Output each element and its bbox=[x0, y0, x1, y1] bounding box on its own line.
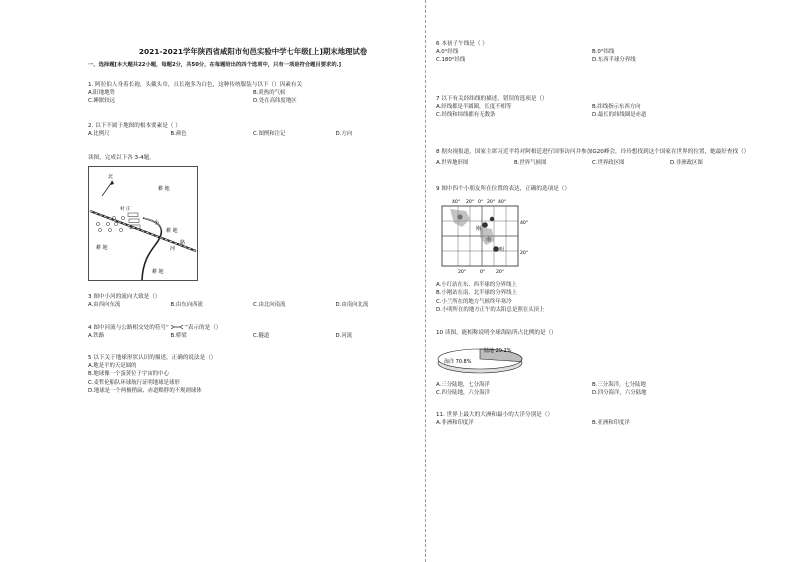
option-d[interactable]: D.处在高纬度地区 bbox=[253, 98, 297, 105]
option-c[interactable]: C.由北向南流 bbox=[253, 302, 286, 309]
option-a[interactable]: A.三分陆地，七分海洋 bbox=[436, 381, 490, 388]
question-text: 11. 世界上最大的大洲和最小的大洋分别是（） bbox=[436, 412, 553, 419]
child-figure bbox=[493, 246, 499, 252]
option-list bbox=[436, 48, 748, 65]
char-nan: 南 bbox=[486, 237, 492, 244]
question-text: 7 以下有关经纬线的描述，错误的选项是（） bbox=[436, 95, 548, 102]
option-a[interactable]: A.铁路 bbox=[88, 332, 105, 339]
option-d[interactable]: D.方向 bbox=[335, 130, 353, 137]
option-c[interactable]: C.四分陆地，六分海洋 bbox=[436, 390, 490, 397]
top-label-1: 40° bbox=[452, 200, 461, 206]
field-label-4: 耕 地 bbox=[152, 269, 164, 276]
option-a[interactable]: A.0°经线 bbox=[436, 49, 459, 55]
question-text: 1. 阿拉伯人身着长袍，头戴头巾，且长袍多为白色，这种传统服装与以下（）因素有关 bbox=[88, 82, 303, 88]
option-d[interactable]: D.由南向北流 bbox=[335, 302, 369, 309]
left-lat-label: 40° bbox=[520, 221, 529, 227]
option-b[interactable]: B.桥梁 bbox=[170, 332, 187, 339]
river-char-2: 河 bbox=[170, 246, 176, 253]
option-c[interactable]: C.麦哲伦船队环球航行证明地球是球形 bbox=[88, 379, 180, 386]
question-9 bbox=[436, 185, 748, 315]
top-label-5: 40° bbox=[498, 200, 507, 206]
question-11 bbox=[436, 411, 748, 427]
column-divider bbox=[425, 0, 426, 562]
option-d[interactable]: D.最长的纬线圈是赤道 bbox=[592, 112, 647, 119]
option-b[interactable]: B.颜色 bbox=[170, 130, 187, 137]
option-b[interactable]: B.0°纬线 bbox=[592, 49, 615, 55]
question-text: 10 读图，能相称说明全球海陆所占比例的是（） bbox=[436, 329, 557, 336]
pie-label-ocean: 海洋 70.8% bbox=[444, 358, 472, 365]
top-label-3: 0° bbox=[478, 200, 484, 206]
option-list bbox=[88, 301, 418, 309]
option-c[interactable]: C.经线和纬线都有无数条 bbox=[436, 112, 496, 119]
question-text: 2. 以下不属于地图的根本要素是（ ） bbox=[88, 122, 181, 129]
bottom-label-3: 20° bbox=[496, 270, 505, 276]
option-a[interactable]: A.小红站在东、西半球的分界线上 bbox=[436, 282, 517, 289]
char-gang: 刚 bbox=[476, 226, 482, 233]
option-list bbox=[88, 130, 418, 138]
field-label-3: 耕 地 bbox=[166, 228, 178, 235]
top-label-2: 20° bbox=[466, 200, 475, 206]
option-a[interactable]: A.非洲和印度洋 bbox=[436, 420, 474, 427]
question-text: 6 本初子午线是（ ） bbox=[436, 41, 488, 47]
option-a[interactable]: A.地是平的天是圆的 bbox=[88, 363, 137, 370]
field-label-1: 耕 地 bbox=[158, 186, 170, 193]
option-c[interactable]: C.世界政区图 bbox=[592, 159, 625, 166]
map-frame bbox=[89, 167, 198, 281]
river-char-1: 小 bbox=[154, 220, 160, 227]
child-figure bbox=[482, 222, 488, 228]
question-text-part-b: ”表示的是（） bbox=[184, 324, 222, 331]
option-c[interactable]: C.180°经线 bbox=[436, 57, 466, 64]
option-b[interactable]: B.炎热的气候 bbox=[253, 90, 286, 96]
option-list bbox=[436, 159, 748, 167]
option-c[interactable]: C.图例和注记 bbox=[253, 130, 286, 137]
question-8 bbox=[436, 148, 748, 167]
right-column bbox=[436, 40, 748, 428]
left-lat-label-2: 20° bbox=[520, 251, 529, 257]
option-d[interactable]: D.地球是一个两极稍扁、赤道略胖的不规则球体 bbox=[88, 388, 202, 395]
option-list bbox=[88, 362, 418, 396]
option-b[interactable]: B.世界气候图 bbox=[514, 159, 547, 166]
question-text: 9 图中四个小朋友所在位置的表达，正确的选项是（） bbox=[436, 186, 570, 193]
bridge-symbol-icon bbox=[170, 324, 184, 330]
option-c[interactable]: C.睡眠较远 bbox=[88, 98, 116, 105]
option-list bbox=[436, 381, 748, 398]
option-list bbox=[436, 281, 748, 315]
page-title: 2021-2021学年陕西省咸阳市旬邑实验中学七年级[上]期末地理试卷 bbox=[138, 47, 368, 56]
question-1 bbox=[88, 81, 418, 106]
option-a[interactable]: A.阳地地势 bbox=[88, 90, 115, 96]
question-text-part-a: 4 图中河流与公路相交处的符号“ bbox=[88, 324, 169, 331]
option-d[interactable]: D.河流 bbox=[335, 332, 353, 339]
option-d[interactable]: D.非洲政区图 bbox=[670, 159, 703, 166]
land-ocean-pie bbox=[436, 341, 536, 375]
question-2 bbox=[88, 122, 418, 138]
option-a[interactable]: A.比例尺 bbox=[88, 130, 110, 137]
option-d[interactable]: D.四分海洋，六分陆地 bbox=[592, 390, 647, 397]
option-a[interactable]: A.由西向东流 bbox=[88, 302, 121, 309]
question-7 bbox=[436, 95, 748, 120]
option-list bbox=[436, 103, 748, 120]
question-text: 5 以下关于地球形状认识的描述，正确的说法是（） bbox=[88, 355, 217, 362]
option-d[interactable]: D.东西半球分界线 bbox=[592, 57, 636, 64]
option-d[interactable]: D.小明所在的地方正午的太阳总是照在头顶上 bbox=[436, 307, 545, 314]
question-text bbox=[88, 324, 418, 332]
question-3 bbox=[88, 293, 418, 309]
question-text: 3 图中小河的流向大致是（） bbox=[88, 294, 161, 301]
bottom-label-2: 0° bbox=[480, 270, 486, 276]
village-label: 村 庄 bbox=[120, 207, 131, 213]
village-map bbox=[88, 166, 198, 281]
section-heading: 一、选择题[本大题共22小题，每题2分，共50分，在每题给出的四个选项中，只有一项是符合题目要求的.] bbox=[88, 62, 342, 68]
option-c[interactable]: C.隧道 bbox=[253, 332, 270, 339]
option-list bbox=[436, 419, 748, 427]
option-b[interactable]: B.亚洲和印度洋 bbox=[592, 420, 630, 427]
option-b[interactable]: B.小刚站在南、北半球的分界线上 bbox=[436, 290, 517, 297]
option-c[interactable]: C.小兰所在的地方气候终年寒冷 bbox=[436, 298, 512, 305]
reading-hint: 读图，完成以下各 3-4题。 bbox=[88, 155, 155, 162]
question-10 bbox=[436, 329, 748, 398]
option-b[interactable]: B.由东向西流 bbox=[170, 302, 203, 309]
child-figure bbox=[490, 217, 494, 221]
top-label-4: 20° bbox=[487, 200, 496, 206]
left-column bbox=[88, 40, 418, 396]
question-text: 8 据央视报道，国家主席习近平将对阿根廷进行国事访问并参加G20峰会，玲玲想找到这个国家在世界的位置，她最好查找（） bbox=[436, 148, 750, 155]
option-b[interactable]: B.纬线指示东西方向 bbox=[592, 103, 641, 110]
char-ming: 明 bbox=[499, 247, 505, 254]
option-b[interactable]: B.地球像一个蛋黄位于宇宙的中心 bbox=[88, 371, 169, 378]
option-a[interactable]: A.经线都是半圆圈，长度不相等 bbox=[436, 103, 512, 110]
road-char: 路 bbox=[180, 240, 186, 247]
field-label-2: 耕 地 bbox=[96, 245, 108, 252]
latlon-grid-map bbox=[436, 197, 529, 276]
question-6 bbox=[436, 40, 748, 65]
option-b[interactable]: B.三分海洋，七分陆地 bbox=[592, 381, 646, 388]
question-5 bbox=[88, 354, 418, 396]
pie-label-land: 陆地 29.2% bbox=[484, 347, 512, 354]
north-label: 北 bbox=[108, 174, 114, 181]
bottom-label-1: 20° bbox=[458, 270, 467, 276]
option-list bbox=[88, 89, 418, 106]
option-a[interactable]: A.世界地形图 bbox=[436, 159, 469, 166]
option-list bbox=[88, 332, 418, 340]
question-4 bbox=[88, 324, 418, 340]
